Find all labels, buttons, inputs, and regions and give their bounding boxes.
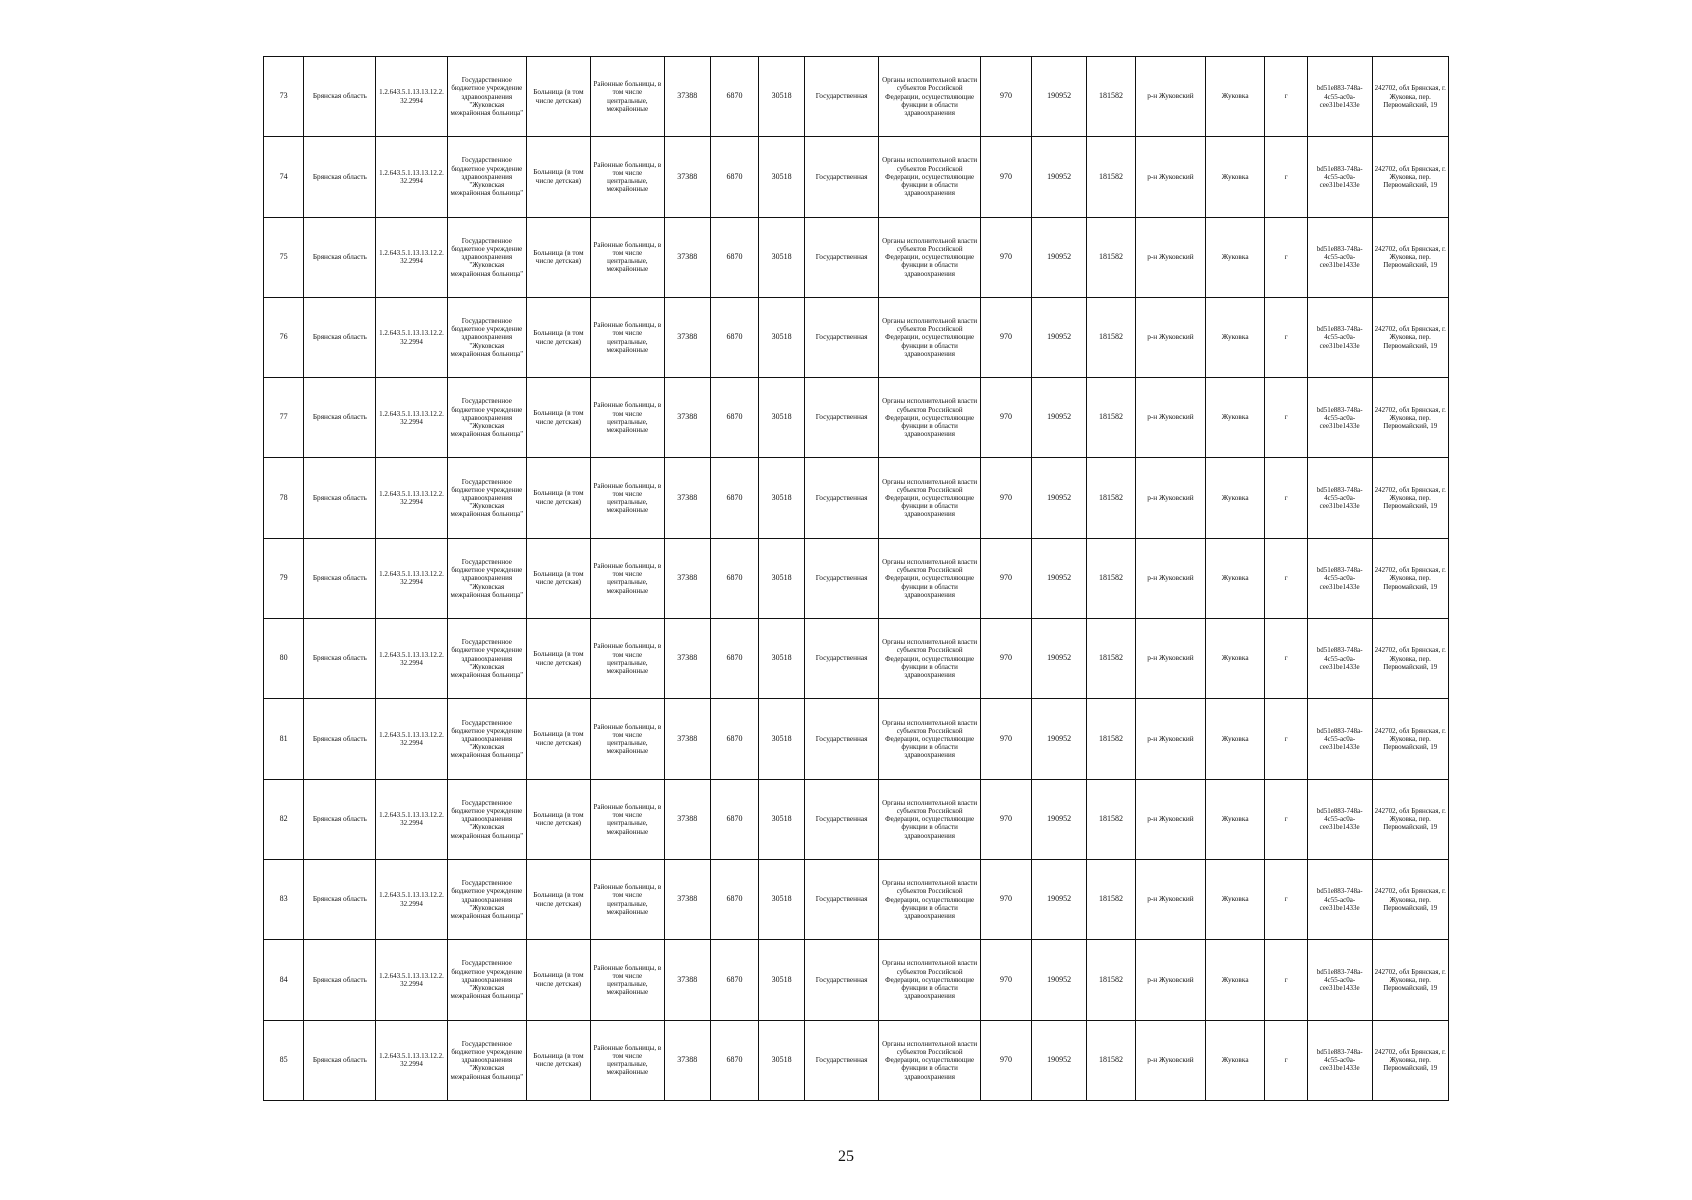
cell-facility-subtype: Районные больницы, в том числе центральные, межрайонные xyxy=(590,699,664,779)
cell-organization-name: Государственное бюджетное учреждение здравоохранения "Жуковская межрайонная больница" xyxy=(447,297,527,377)
cell-organization-name: Государственное бюджетное учреждение здравоохранения "Жуковская межрайонная больница" xyxy=(447,217,527,297)
cell-value-2: 6870 xyxy=(710,297,759,377)
cell-value-4: 190952 xyxy=(1032,619,1087,699)
cell-value-4: 190952 xyxy=(1032,1020,1087,1100)
cell-value-3: 30518 xyxy=(759,217,805,297)
cell-oid-code: 1.2.643.5.1.13.13.12.2.32.2994 xyxy=(376,699,447,779)
cell-fias-guid: bd51e883-748a-4c55-ac0a-cee31be1433e xyxy=(1307,779,1372,859)
cell-oid-code: 1.2.643.5.1.13.13.12.2.32.2994 xyxy=(376,137,447,217)
cell-city: Жуковка xyxy=(1205,458,1264,538)
cell-address: 242702, обл Брянская, г. Жуковка, пер. Первомайский, 19 xyxy=(1372,378,1449,458)
cell-value-code: 970 xyxy=(981,859,1032,939)
cell-value-1: 37388 xyxy=(664,378,710,458)
cell-region: Брянская область xyxy=(304,137,376,217)
cell-ownership-form: Государственная xyxy=(804,940,878,1020)
cell-value-3: 30518 xyxy=(759,699,805,779)
cell-facility-type: Больница (в том числе детская) xyxy=(527,779,591,859)
cell-value-4: 190952 xyxy=(1032,699,1087,779)
cell-facility-type: Больница (в том числе детская) xyxy=(527,137,591,217)
cell-value-2: 6870 xyxy=(710,57,759,137)
cell-settlement-type: г xyxy=(1265,458,1307,538)
cell-city: Жуковка xyxy=(1205,699,1264,779)
cell-address: 242702, обл Брянская, г. Жуковка, пер. Первомайский, 19 xyxy=(1372,779,1449,859)
cell-value-5: 181582 xyxy=(1087,940,1136,1020)
cell-fias-guid: bd51e883-748a-4c55-ac0a-cee31be1433e xyxy=(1307,619,1372,699)
cell-governing-body: Органы исполнительной власти субъектов Российской Федерации, осуществляющие функции в области здравоохранения xyxy=(879,137,981,217)
cell-fias-guid: bd51e883-748a-4c55-ac0a-cee31be1433e xyxy=(1307,137,1372,217)
cell-governing-body: Органы исполнительной власти субъектов Российской Федерации, осуществляющие функции в области здравоохранения xyxy=(879,297,981,377)
cell-fias-guid: bd51e883-748a-4c55-ac0a-cee31be1433e xyxy=(1307,57,1372,137)
cell-value-2: 6870 xyxy=(710,699,759,779)
cell-ownership-form: Государственная xyxy=(804,1020,878,1100)
table-row xyxy=(264,1020,1449,1100)
cell-region: Брянская область xyxy=(304,458,376,538)
cell-row-number: 79 xyxy=(264,538,304,618)
table-row xyxy=(264,538,1449,618)
cell-oid-code: 1.2.643.5.1.13.13.12.2.32.2994 xyxy=(376,779,447,859)
cell-value-5: 181582 xyxy=(1087,458,1136,538)
cell-value-1: 37388 xyxy=(664,1020,710,1100)
cell-ownership-form: Государственная xyxy=(804,378,878,458)
cell-value-2: 6870 xyxy=(710,779,759,859)
cell-facility-type: Больница (в том числе детская) xyxy=(527,1020,591,1100)
cell-region: Брянская область xyxy=(304,57,376,137)
cell-settlement-type: г xyxy=(1265,378,1307,458)
cell-facility-type: Больница (в том числе детская) xyxy=(527,458,591,538)
cell-region: Брянская область xyxy=(304,538,376,618)
cell-facility-subtype: Районные больницы, в том числе центральные, межрайонные xyxy=(590,297,664,377)
cell-value-code: 970 xyxy=(981,699,1032,779)
cell-value-5: 181582 xyxy=(1087,779,1136,859)
cell-value-5: 181582 xyxy=(1087,57,1136,137)
cell-settlement-type: г xyxy=(1265,217,1307,297)
cell-value-5: 181582 xyxy=(1087,297,1136,377)
cell-governing-body: Органы исполнительной власти субъектов Российской Федерации, осуществляющие функции в области здравоохранения xyxy=(879,378,981,458)
cell-fias-guid: bd51e883-748a-4c55-ac0a-cee31be1433e xyxy=(1307,940,1372,1020)
cell-ownership-form: Государственная xyxy=(804,458,878,538)
cell-value-2: 6870 xyxy=(710,458,759,538)
cell-facility-type: Больница (в том числе детская) xyxy=(527,619,591,699)
cell-address: 242702, обл Брянская, г. Жуковка, пер. Первомайский, 19 xyxy=(1372,859,1449,939)
cell-address: 242702, обл Брянская, г. Жуковка, пер. Первомайский, 19 xyxy=(1372,619,1449,699)
cell-value-1: 37388 xyxy=(664,859,710,939)
cell-value-5: 181582 xyxy=(1087,1020,1136,1100)
cell-value-3: 30518 xyxy=(759,940,805,1020)
cell-city: Жуковка xyxy=(1205,940,1264,1020)
cell-district: р-н Жуковский xyxy=(1135,57,1205,137)
cell-address: 242702, обл Брянская, г. Жуковка, пер. Первомайский, 19 xyxy=(1372,699,1449,779)
cell-value-2: 6870 xyxy=(710,619,759,699)
cell-settlement-type: г xyxy=(1265,538,1307,618)
cell-district: р-н Жуковский xyxy=(1135,217,1205,297)
cell-value-5: 181582 xyxy=(1087,699,1136,779)
cell-district: р-н Жуковский xyxy=(1135,859,1205,939)
cell-value-4: 190952 xyxy=(1032,458,1087,538)
cell-facility-type: Больница (в том числе детская) xyxy=(527,378,591,458)
cell-region: Брянская область xyxy=(304,378,376,458)
cell-value-4: 190952 xyxy=(1032,57,1087,137)
cell-settlement-type: г xyxy=(1265,859,1307,939)
cell-row-number: 76 xyxy=(264,297,304,377)
cell-facility-subtype: Районные больницы, в том числе центральные, межрайонные xyxy=(590,859,664,939)
cell-oid-code: 1.2.643.5.1.13.13.12.2.32.2994 xyxy=(376,217,447,297)
cell-value-3: 30518 xyxy=(759,297,805,377)
cell-city: Жуковка xyxy=(1205,297,1264,377)
cell-city: Жуковка xyxy=(1205,1020,1264,1100)
cell-value-1: 37388 xyxy=(664,538,710,618)
cell-ownership-form: Государственная xyxy=(804,779,878,859)
cell-facility-subtype: Районные больницы, в том числе центральные, межрайонные xyxy=(590,779,664,859)
cell-ownership-form: Государственная xyxy=(804,57,878,137)
cell-district: р-н Жуковский xyxy=(1135,1020,1205,1100)
cell-value-4: 190952 xyxy=(1032,940,1087,1020)
table-row xyxy=(264,217,1449,297)
cell-facility-type: Больница (в том числе детская) xyxy=(527,297,591,377)
cell-value-3: 30518 xyxy=(759,538,805,618)
table-row xyxy=(264,859,1449,939)
table-row xyxy=(264,699,1449,779)
cell-facility-subtype: Районные больницы, в том числе центральные, межрайонные xyxy=(590,458,664,538)
cell-ownership-form: Государственная xyxy=(804,859,878,939)
cell-value-4: 190952 xyxy=(1032,378,1087,458)
cell-value-2: 6870 xyxy=(710,1020,759,1100)
cell-organization-name: Государственное бюджетное учреждение здравоохранения "Жуковская межрайонная больница" xyxy=(447,1020,527,1100)
cell-facility-type: Больница (в том числе детская) xyxy=(527,217,591,297)
cell-value-4: 190952 xyxy=(1032,137,1087,217)
cell-value-2: 6870 xyxy=(710,217,759,297)
cell-governing-body: Органы исполнительной власти субъектов Российской Федерации, осуществляющие функции в области здравоохранения xyxy=(879,1020,981,1100)
cell-region: Брянская область xyxy=(304,859,376,939)
cell-value-code: 970 xyxy=(981,1020,1032,1100)
cell-value-1: 37388 xyxy=(664,217,710,297)
cell-oid-code: 1.2.643.5.1.13.13.12.2.32.2994 xyxy=(376,57,447,137)
cell-organization-name: Государственное бюджетное учреждение здравоохранения "Жуковская межрайонная больница" xyxy=(447,57,527,137)
cell-address: 242702, обл Брянская, г. Жуковка, пер. Первомайский, 19 xyxy=(1372,57,1449,137)
cell-governing-body: Органы исполнительной власти субъектов Российской Федерации, осуществляющие функции в области здравоохранения xyxy=(879,699,981,779)
cell-settlement-type: г xyxy=(1265,779,1307,859)
cell-value-code: 970 xyxy=(981,779,1032,859)
cell-region: Брянская область xyxy=(304,779,376,859)
cell-facility-subtype: Районные больницы, в том числе центральные, межрайонные xyxy=(590,137,664,217)
cell-facility-type: Больница (в том числе детская) xyxy=(527,859,591,939)
cell-facility-subtype: Районные больницы, в том числе центральные, межрайонные xyxy=(590,940,664,1020)
cell-fias-guid: bd51e883-748a-4c55-ac0a-cee31be1433e xyxy=(1307,699,1372,779)
cell-district: р-н Жуковский xyxy=(1135,940,1205,1020)
cell-facility-type: Больница (в том числе детская) xyxy=(527,538,591,618)
cell-value-3: 30518 xyxy=(759,458,805,538)
cell-settlement-type: г xyxy=(1265,1020,1307,1100)
cell-city: Жуковка xyxy=(1205,378,1264,458)
cell-settlement-type: г xyxy=(1265,619,1307,699)
cell-value-5: 181582 xyxy=(1087,137,1136,217)
cell-settlement-type: г xyxy=(1265,137,1307,217)
cell-ownership-form: Государственная xyxy=(804,619,878,699)
table-row xyxy=(264,378,1449,458)
cell-address: 242702, обл Брянская, г. Жуковка, пер. Первомайский, 19 xyxy=(1372,940,1449,1020)
cell-value-1: 37388 xyxy=(664,940,710,1020)
cell-oid-code: 1.2.643.5.1.13.13.12.2.32.2994 xyxy=(376,940,447,1020)
cell-organization-name: Государственное бюджетное учреждение здравоохранения "Жуковская межрайонная больница" xyxy=(447,137,527,217)
cell-value-2: 6870 xyxy=(710,859,759,939)
table-row xyxy=(264,779,1449,859)
cell-facility-subtype: Районные больницы, в том числе центральные, межрайонные xyxy=(590,57,664,137)
cell-fias-guid: bd51e883-748a-4c55-ac0a-cee31be1433e xyxy=(1307,458,1372,538)
cell-oid-code: 1.2.643.5.1.13.13.12.2.32.2994 xyxy=(376,619,447,699)
cell-address: 242702, обл Брянская, г. Жуковка, пер. Первомайский, 19 xyxy=(1372,538,1449,618)
cell-row-number: 84 xyxy=(264,940,304,1020)
cell-governing-body: Органы исполнительной власти субъектов Российской Федерации, осуществляющие функции в области здравоохранения xyxy=(879,458,981,538)
cell-ownership-form: Государственная xyxy=(804,217,878,297)
cell-city: Жуковка xyxy=(1205,217,1264,297)
cell-region: Брянская область xyxy=(304,619,376,699)
cell-value-3: 30518 xyxy=(759,57,805,137)
cell-row-number: 77 xyxy=(264,378,304,458)
cell-value-1: 37388 xyxy=(664,619,710,699)
cell-value-1: 37388 xyxy=(664,699,710,779)
cell-region: Брянская область xyxy=(304,217,376,297)
cell-oid-code: 1.2.643.5.1.13.13.12.2.32.2994 xyxy=(376,297,447,377)
cell-governing-body: Органы исполнительной власти субъектов Российской Федерации, осуществляющие функции в области здравоохранения xyxy=(879,217,981,297)
cell-region: Брянская область xyxy=(304,297,376,377)
cell-value-4: 190952 xyxy=(1032,859,1087,939)
cell-value-5: 181582 xyxy=(1087,619,1136,699)
cell-district: р-н Жуковский xyxy=(1135,297,1205,377)
cell-city: Жуковка xyxy=(1205,619,1264,699)
cell-value-code: 970 xyxy=(981,538,1032,618)
cell-region: Брянская область xyxy=(304,699,376,779)
cell-organization-name: Государственное бюджетное учреждение здравоохранения "Жуковская межрайонная больница" xyxy=(447,940,527,1020)
cell-value-3: 30518 xyxy=(759,859,805,939)
cell-value-1: 37388 xyxy=(664,137,710,217)
cell-organization-name: Государственное бюджетное учреждение здравоохранения "Жуковская межрайонная больница" xyxy=(447,378,527,458)
cell-governing-body: Органы исполнительной власти субъектов Российской Федерации, осуществляющие функции в области здравоохранения xyxy=(879,779,981,859)
cell-facility-type: Больница (в том числе детская) xyxy=(527,940,591,1020)
cell-value-code: 970 xyxy=(981,297,1032,377)
cell-value-4: 190952 xyxy=(1032,297,1087,377)
cell-value-3: 30518 xyxy=(759,137,805,217)
cell-oid-code: 1.2.643.5.1.13.13.12.2.32.2994 xyxy=(376,1020,447,1100)
cell-facility-subtype: Районные больницы, в том числе центральные, межрайонные xyxy=(590,217,664,297)
registry-table xyxy=(263,56,1449,1101)
cell-facility-type: Больница (в том числе детская) xyxy=(527,699,591,779)
cell-value-3: 30518 xyxy=(759,779,805,859)
cell-fias-guid: bd51e883-748a-4c55-ac0a-cee31be1433e xyxy=(1307,217,1372,297)
cell-governing-body: Органы исполнительной власти субъектов Российской Федерации, осуществляющие функции в области здравоохранения xyxy=(879,859,981,939)
cell-ownership-form: Государственная xyxy=(804,137,878,217)
cell-value-1: 37388 xyxy=(664,297,710,377)
cell-address: 242702, обл Брянская, г. Жуковка, пер. Первомайский, 19 xyxy=(1372,1020,1449,1100)
cell-organization-name: Государственное бюджетное учреждение здравоохранения "Жуковская межрайонная больница" xyxy=(447,458,527,538)
cell-value-code: 970 xyxy=(981,57,1032,137)
cell-value-code: 970 xyxy=(981,458,1032,538)
cell-value-code: 970 xyxy=(981,378,1032,458)
cell-value-3: 30518 xyxy=(759,1020,805,1100)
cell-fias-guid: bd51e883-748a-4c55-ac0a-cee31be1433e xyxy=(1307,859,1372,939)
cell-row-number: 74 xyxy=(264,137,304,217)
cell-value-4: 190952 xyxy=(1032,779,1087,859)
cell-district: р-н Жуковский xyxy=(1135,779,1205,859)
cell-organization-name: Государственное бюджетное учреждение здравоохранения "Жуковская межрайонная больница" xyxy=(447,859,527,939)
cell-settlement-type: г xyxy=(1265,940,1307,1020)
cell-oid-code: 1.2.643.5.1.13.13.12.2.32.2994 xyxy=(376,378,447,458)
cell-city: Жуковка xyxy=(1205,137,1264,217)
cell-fias-guid: bd51e883-748a-4c55-ac0a-cee31be1433e xyxy=(1307,378,1372,458)
cell-facility-subtype: Районные больницы, в том числе центральные, межрайонные xyxy=(590,619,664,699)
cell-oid-code: 1.2.643.5.1.13.13.12.2.32.2994 xyxy=(376,538,447,618)
cell-fias-guid: bd51e883-748a-4c55-ac0a-cee31be1433e xyxy=(1307,1020,1372,1100)
cell-oid-code: 1.2.643.5.1.13.13.12.2.32.2994 xyxy=(376,458,447,538)
cell-address: 242702, обл Брянская, г. Жуковка, пер. Первомайский, 19 xyxy=(1372,217,1449,297)
cell-facility-subtype: Районные больницы, в том числе центральные, межрайонные xyxy=(590,378,664,458)
cell-governing-body: Органы исполнительной власти субъектов Российской Федерации, осуществляющие функции в области здравоохранения xyxy=(879,619,981,699)
cell-value-5: 181582 xyxy=(1087,859,1136,939)
cell-value-1: 37388 xyxy=(664,458,710,538)
cell-address: 242702, обл Брянская, г. Жуковка, пер. Первомайский, 19 xyxy=(1372,458,1449,538)
cell-value-3: 30518 xyxy=(759,619,805,699)
cell-district: р-н Жуковский xyxy=(1135,378,1205,458)
cell-value-2: 6870 xyxy=(710,378,759,458)
cell-row-number: 73 xyxy=(264,57,304,137)
cell-city: Жуковка xyxy=(1205,779,1264,859)
cell-organization-name: Государственное бюджетное учреждение здравоохранения "Жуковская межрайонная больница" xyxy=(447,538,527,618)
cell-row-number: 82 xyxy=(264,779,304,859)
cell-row-number: 75 xyxy=(264,217,304,297)
table-row xyxy=(264,57,1449,137)
cell-district: р-н Жуковский xyxy=(1135,137,1205,217)
cell-value-1: 37388 xyxy=(664,779,710,859)
cell-value-4: 190952 xyxy=(1032,538,1087,618)
cell-ownership-form: Государственная xyxy=(804,699,878,779)
cell-fias-guid: bd51e883-748a-4c55-ac0a-cee31be1433e xyxy=(1307,297,1372,377)
cell-governing-body: Органы исполнительной власти субъектов Российской Федерации, осуществляющие функции в области здравоохранения xyxy=(879,940,981,1020)
table-row xyxy=(264,137,1449,217)
page-number: 25 xyxy=(838,1148,854,1165)
cell-governing-body: Органы исполнительной власти субъектов Российской Федерации, осуществляющие функции в области здравоохранения xyxy=(879,57,981,137)
cell-region: Брянская область xyxy=(304,1020,376,1100)
cell-value-2: 6870 xyxy=(710,538,759,618)
cell-row-number: 81 xyxy=(264,699,304,779)
cell-value-2: 6870 xyxy=(710,940,759,1020)
cell-fias-guid: bd51e883-748a-4c55-ac0a-cee31be1433e xyxy=(1307,538,1372,618)
cell-city: Жуковка xyxy=(1205,57,1264,137)
cell-value-code: 970 xyxy=(981,217,1032,297)
cell-value-5: 181582 xyxy=(1087,378,1136,458)
cell-value-code: 970 xyxy=(981,137,1032,217)
cell-region: Брянская область xyxy=(304,940,376,1020)
cell-district: р-н Жуковский xyxy=(1135,619,1205,699)
cell-organization-name: Государственное бюджетное учреждение здравоохранения "Жуковская межрайонная больница" xyxy=(447,699,527,779)
cell-governing-body: Органы исполнительной власти субъектов Российской Федерации, осуществляющие функции в области здравоохранения xyxy=(879,538,981,618)
cell-city: Жуковка xyxy=(1205,859,1264,939)
cell-ownership-form: Государственная xyxy=(804,538,878,618)
cell-value-code: 970 xyxy=(981,940,1032,1020)
cell-facility-subtype: Районные больницы, в том числе центральные, межрайонные xyxy=(590,1020,664,1100)
table-row xyxy=(264,297,1449,377)
cell-value-3: 30518 xyxy=(759,378,805,458)
table-body xyxy=(264,57,1449,1101)
cell-facility-subtype: Районные больницы, в том числе центральные, межрайонные xyxy=(590,538,664,618)
cell-address: 242702, обл Брянская, г. Жуковка, пер. Первомайский, 19 xyxy=(1372,137,1449,217)
table-row xyxy=(264,458,1449,538)
cell-row-number: 80 xyxy=(264,619,304,699)
cell-organization-name: Государственное бюджетное учреждение здравоохранения "Жуковская межрайонная больница" xyxy=(447,619,527,699)
table-row xyxy=(264,940,1449,1020)
cell-value-code: 970 xyxy=(981,619,1032,699)
cell-organization-name: Государственное бюджетное учреждение здравоохранения "Жуковская межрайонная больница" xyxy=(447,779,527,859)
cell-settlement-type: г xyxy=(1265,699,1307,779)
table-row xyxy=(264,619,1449,699)
cell-oid-code: 1.2.643.5.1.13.13.12.2.32.2994 xyxy=(376,859,447,939)
cell-row-number: 83 xyxy=(264,859,304,939)
cell-value-5: 181582 xyxy=(1087,217,1136,297)
cell-row-number: 78 xyxy=(264,458,304,538)
cell-facility-type: Больница (в том числе детская) xyxy=(527,57,591,137)
cell-settlement-type: г xyxy=(1265,297,1307,377)
cell-value-5: 181582 xyxy=(1087,538,1136,618)
cell-ownership-form: Государственная xyxy=(804,297,878,377)
cell-district: р-н Жуковский xyxy=(1135,699,1205,779)
cell-value-1: 37388 xyxy=(664,57,710,137)
cell-settlement-type: г xyxy=(1265,57,1307,137)
cell-district: р-н Жуковский xyxy=(1135,538,1205,618)
cell-value-2: 6870 xyxy=(710,137,759,217)
cell-district: р-н Жуковский xyxy=(1135,458,1205,538)
cell-city: Жуковка xyxy=(1205,538,1264,618)
cell-row-number: 85 xyxy=(264,1020,304,1100)
cell-value-4: 190952 xyxy=(1032,217,1087,297)
cell-address: 242702, обл Брянская, г. Жуковка, пер. Первомайский, 19 xyxy=(1372,297,1449,377)
